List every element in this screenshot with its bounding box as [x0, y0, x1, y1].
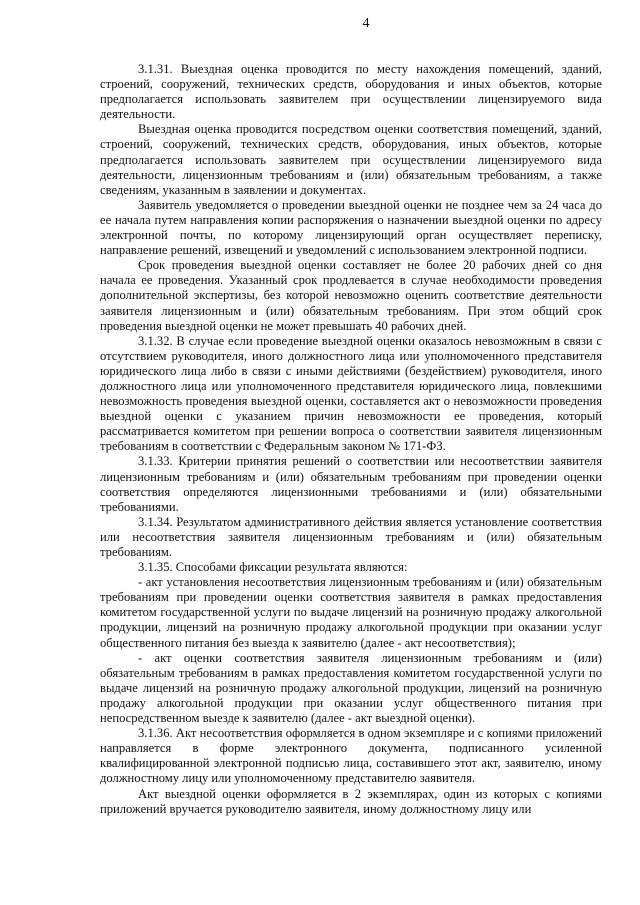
paragraph-3-1-36: 3.1.36. Акт несоответствия оформляется в одном экземпляре и с копиями приложений направляется в форме электронного документа, подписанного усиленной квалифицированной электронной подписью лица, составившего этот акт, заявителю, иному должностному лицу или уполномоченному представителю заявителя.	[100, 726, 602, 786]
page-number: 4	[362, 16, 370, 31]
paragraph-3-1-33: 3.1.33. Критерии принятия решений о соответствии или несоответствии заявителя лицензионным требованиям и (или) обязательным требованиям при проведении оценки соответствия определяются лицензионными требованиями и (или) обязательными требованиями.	[100, 454, 602, 514]
paragraph-3-1-35: 3.1.35. Способами фиксации результата являются:	[138, 560, 408, 575]
list-item-on-site-assessment-act: - акт оценки соответствия заявителя лицензионным требованиям и (или) обязательным требованиям в рамках предоставления комитетом государственной услуги по выдаче лицензий на розничную продажу алкогольной продукции, лицензий на розничную продажу алкогольной продукции при оказании услуг общественного питания при непосредственном выезде к заявителю (далее - акт выездной оценки).	[100, 650, 602, 726]
paragraph-on-site-act-copies: Акт выездной оценки оформляется в 2 экземплярах, один из которых с копиями приложений вручается руководителю заявителя, иному должностному лицу или	[100, 786, 602, 816]
paragraph-3-1-31: 3.1.31. Выездная оценка проводится по месту нахождения помещений, зданий, строений, сооружений, технических средств, оборудования и иных объектов, которые предполагается использовать заявителем при осуществлении лицензируемого вида деятельности.	[100, 62, 602, 122]
paragraph-applicant-notification: Заявитель уведомляется о проведении выездной оценки не позднее чем за 24 часа до ее начала путем направления копии распоряжения о назначении выездной оценки по адресу электронной почты, по которому лицензирующий орган осуществляет переписку, направление решений, извещений и уведомлений с использованием электронной подписи.	[100, 197, 602, 258]
paragraph-3-1-34: 3.1.34. Результатом административного действия является установление соответствия или несоответствия заявителя лицензионным требованиям и (или) обязательным требованиям.	[100, 514, 602, 559]
paragraph-assessment-duration: Срок проведения выездной оценки составляет не более 20 рабочих дней со дня начала ее проведения. Указанный срок продлевается в случае необходимости проведения дополнительной экспертизы, без которой невозможно оценить соответствие деятельности заявителя лицензионным и (или) обязательным требованиям. При этом общий срок проведения выездной оценки не может превышать 40 рабочих дней.	[100, 258, 602, 333]
paragraph-on-site-assessment-method: Выездная оценка проводится посредством оценки соответствия помещений, зданий, строений, сооружений, технических средств, оборудования, иных объектов, которые предполагается использовать заявителем при осуществлении лицензируемого вида деятельности, лицензионным требованиям и (или) обязательным требованиям, а также сведениям, указанным в заявлении и документах.	[100, 122, 602, 197]
paragraph-3-1-32: 3.1.32. В случае если проведение выездной оценки оказалось невозможным в связи с отсутствием руководителя, иного должностного лица или уполномоченного представителя юридического лица либо в связи с иными действиями (бездействием) руководителя, иного должностного лица или уполномоченного представителя юридического лица, повлекшими невозможность проведения выездной оценки, составляется акт о невозможности проведения выездной оценки с указанием причин невозможности ее проведения, который рассматривается комитетом при решении вопроса о соответствии заявителя лицензионным требованиям в соответствии с Федеральным законом № 171-ФЗ.	[100, 333, 602, 454]
list-item-nonconformity-act: - акт установления несоответствия лицензионным требованиям и (или) обязательным требованиям при проведении оценки соответствия заявителя в рамках предоставления комитетом государственной услуги по выдаче лицензий на розничную продажу алкогольной продукции, лицензий на розничную продажу алкогольной продукции при оказании услуг общественного питания без выезда к заявителю (далее - акт несоответствия);	[100, 575, 602, 650]
